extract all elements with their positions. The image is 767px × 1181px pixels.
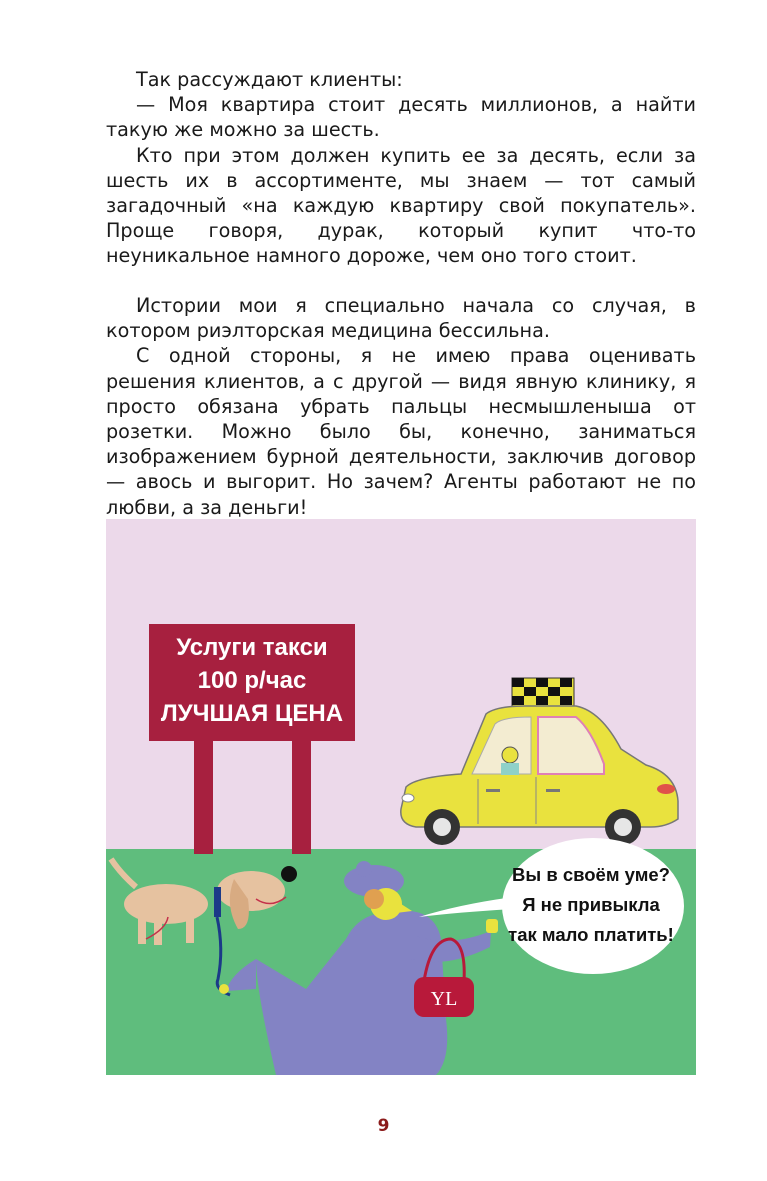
sign-post-left bbox=[194, 734, 213, 854]
sign-line: 100 р/час bbox=[197, 667, 307, 694]
sign-line: ЛУЧШАЯ ЦЕНА bbox=[160, 700, 344, 727]
checker-roof-sign bbox=[512, 678, 574, 706]
cartoon-illustration bbox=[106, 519, 696, 1075]
sign-line: Услуги такси bbox=[176, 634, 328, 661]
paragraph: Кто при этом должен купить ее за десять, если за шесть их в ассортименте, мы знаем — тот самый загадочный «на каждую квартиру свой покупатель». Проще говоря, дурак, который купит что-то неуникальное намного дороже, чем оно того стоит. bbox=[106, 143, 696, 268]
sign-post-right bbox=[292, 734, 311, 854]
paragraph: — Моя квартира стоит десять миллионов, а найти такую же можно за шесть. bbox=[106, 93, 696, 142]
speech-line: Я не привыкла bbox=[522, 894, 660, 915]
speech-line: так мало платить! bbox=[508, 924, 674, 945]
page-number: 9 bbox=[377, 1116, 390, 1136]
bag-logo: YL bbox=[430, 988, 458, 1010]
speech-line: Вы в своём уме? bbox=[512, 864, 670, 885]
paragraph: Так рассуждают клиенты: bbox=[136, 68, 403, 91]
taxi-driver bbox=[502, 747, 518, 763]
body-text-top bbox=[106, 67, 696, 269]
paragraph: Истории мои я специально начала со случая, в котором риэлторская медицина бессильна. bbox=[106, 294, 696, 343]
body-text-bottom bbox=[106, 293, 696, 520]
paragraph: С одной стороны, я не имею права оценивать решения клиентов, а с другой — видя явную клинику, я просто обязана убрать пальцы несмышленыша от розетки. Можно было бы, конечно, заниматься изображением бурной деятельности, заключив договор — авось и выгорит. Но зачем? Агенты работают не по любви, а за деньги! bbox=[106, 344, 696, 519]
